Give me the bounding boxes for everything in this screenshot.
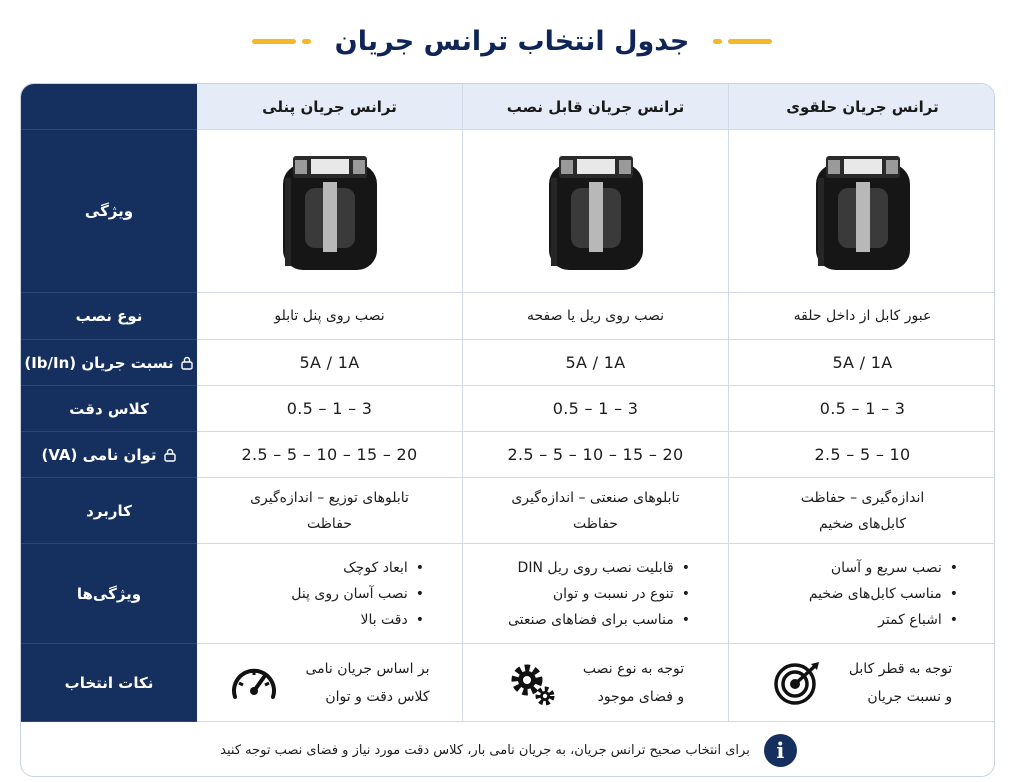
product-cell-panel bbox=[197, 130, 463, 293]
ct-panel-image bbox=[265, 148, 395, 274]
list-item: • ابعاد کوچک bbox=[213, 555, 424, 581]
list-item: • مناسب برای فضاهای صنعتی bbox=[479, 607, 690, 633]
column-header-ring: ترانس جریان حلقوی bbox=[729, 84, 995, 130]
row-label-feature: ویژگی bbox=[21, 130, 197, 293]
usage-mountable: تابلوهای صنعتی – اندازه‌گیری حفاظت bbox=[463, 478, 729, 544]
power-ring: 2.5 – 5 – 10 bbox=[729, 432, 995, 478]
features-mountable bbox=[463, 544, 729, 644]
target-icon bbox=[773, 660, 823, 706]
row-label-install: نوع نصب bbox=[21, 293, 197, 340]
features-panel bbox=[197, 544, 463, 644]
power-mountable: 2.5 – 5 – 10 – 15 – 20 bbox=[463, 432, 729, 478]
row-label-tips: نکات انتخاب bbox=[21, 644, 197, 722]
product-cell-ring bbox=[729, 130, 995, 293]
install-ring: عبور کابل از داخل حلقه bbox=[729, 293, 995, 340]
usage-ring: اندازه‌گیری – حفاظت کابل‌های ضخیم bbox=[729, 478, 995, 544]
lock-icon bbox=[163, 448, 177, 462]
ct-ring-image bbox=[798, 148, 928, 274]
title-bar bbox=[0, 0, 1024, 82]
tip-text: توجه به قطر کابل و نسبت جریان bbox=[848, 660, 953, 705]
list-item: • نصب سریع و آسان bbox=[745, 555, 958, 581]
product-cell-mountable bbox=[463, 130, 729, 293]
page-title: جدول انتخاب ترانس جریان bbox=[334, 25, 690, 57]
footer-note bbox=[21, 722, 995, 777]
row-label-power bbox=[21, 432, 197, 478]
lock-icon bbox=[180, 356, 194, 370]
tips-panel bbox=[197, 644, 463, 722]
accuracy-mountable: 0.5 – 1 – 3 bbox=[463, 386, 729, 432]
list-item: • نصب آسان روی پنل bbox=[213, 581, 424, 607]
column-header-mountable: ترانس جریان قابل نصب bbox=[463, 84, 729, 130]
usage-panel: تابلوهای توزیع – اندازه‌گیری حفاظت bbox=[197, 478, 463, 544]
comparison-table bbox=[21, 84, 995, 722]
tips-ring bbox=[729, 644, 995, 722]
title-decoration-right bbox=[713, 39, 772, 44]
power-panel: 2.5 – 5 – 10 – 15 – 20 bbox=[197, 432, 463, 478]
list-item: • اشباع کمتر bbox=[745, 607, 958, 633]
install-panel: نصب روی پنل تابلو bbox=[197, 293, 463, 340]
list-item: • دقت بالا bbox=[213, 607, 424, 633]
ratio-ring: 5A / 1A bbox=[729, 340, 995, 386]
tip-text: توجه به نوع نصب و فضای موجود bbox=[582, 660, 685, 705]
footer-text: برای انتخاب صحیح ترانس جریان، به جریان نامی بار، کلاس دقت مورد نیاز و فضای نصب توجه کنید bbox=[220, 742, 750, 758]
row-label-features: ویژگی‌ها bbox=[21, 544, 197, 644]
ct-mountable-image bbox=[531, 148, 661, 274]
table-corner bbox=[21, 84, 197, 130]
row-label-accuracy: کلاس دقت bbox=[21, 386, 197, 432]
info-icon: i bbox=[764, 734, 797, 767]
ratio-panel: 5A / 1A bbox=[197, 340, 463, 386]
title-decoration-left bbox=[252, 39, 311, 44]
accuracy-ring: 0.5 – 1 – 3 bbox=[729, 386, 995, 432]
gears-icon bbox=[507, 660, 557, 706]
tip-text: بر اساس جریان نامی کلاس دقت و توان bbox=[305, 660, 430, 705]
row-label-usage: کاربرد bbox=[21, 478, 197, 544]
ratio-mountable: 5A / 1A bbox=[463, 340, 729, 386]
features-ring bbox=[729, 544, 995, 644]
ratio-label-text: نسبت جریان (Ib/In) bbox=[24, 353, 174, 372]
list-item: • مناسب کابل‌های ضخیم bbox=[745, 581, 958, 607]
power-label-text: توان نامی (VA) bbox=[41, 445, 157, 464]
row-label-ratio bbox=[21, 340, 197, 386]
list-item: • قابلیت نصب روی ریل DIN bbox=[479, 555, 690, 581]
install-mountable: نصب روی ریل یا صفحه bbox=[463, 293, 729, 340]
comparison-card bbox=[20, 83, 995, 777]
accuracy-panel: 0.5 – 1 – 3 bbox=[197, 386, 463, 432]
gauge-icon bbox=[229, 661, 279, 705]
tips-mountable bbox=[463, 644, 729, 722]
list-item: • تنوع در نسبت و توان bbox=[479, 581, 690, 607]
column-header-panel: ترانس جریان پنلی bbox=[197, 84, 463, 130]
